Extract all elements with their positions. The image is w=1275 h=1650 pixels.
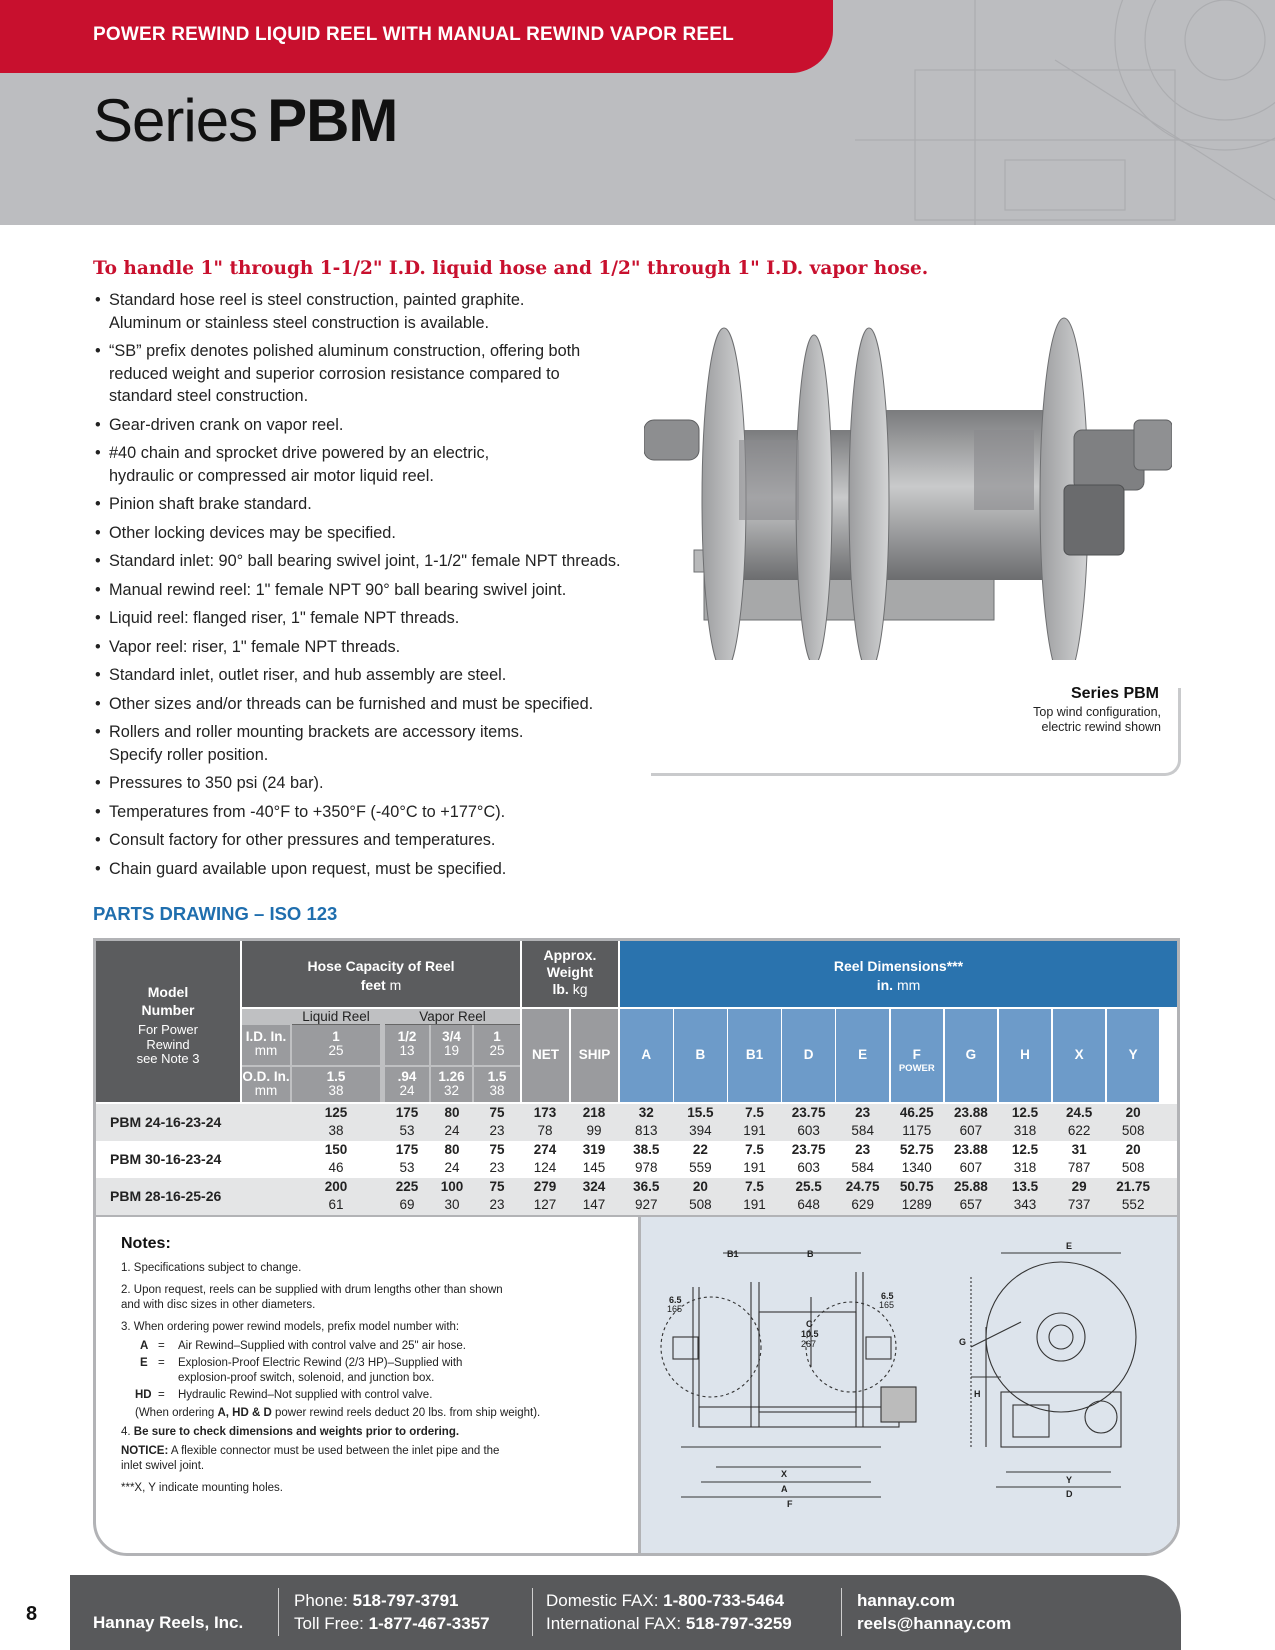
od-label: O.D. In. [242, 1069, 290, 1084]
note-ordering [135, 1406, 540, 1421]
model-number: PBM 28-16-25-26 [110, 1188, 222, 1204]
id-size-cell [292, 1025, 380, 1065]
feature-item: • Standard inlet: 90° ball bearing swivel joint, 1-1/2" female NPT threads. [93, 550, 693, 573]
dim-label-left-in: 6.5 [669, 1295, 682, 1305]
cell-imperial: 21.75 [1116, 1179, 1151, 1194]
cell-metric: 23 [489, 1160, 505, 1175]
dim-label-y: Y [1066, 1475, 1073, 1485]
dim-col-label: F [912, 1047, 921, 1062]
note-a-eq: = [158, 1340, 165, 1352]
od-size-in: 1.26 [438, 1069, 465, 1084]
od-size-cell [385, 1067, 429, 1102]
dim-col-g [945, 1009, 998, 1102]
cell-metric: 69 [399, 1197, 415, 1212]
cell-imperial: 46.25 [899, 1105, 934, 1120]
note-4-text: Be sure to check dimensions and weights prior to ordering. [133, 1426, 460, 1438]
dim-col-label: H [1020, 1047, 1030, 1062]
cell-imperial: 75 [489, 1142, 505, 1157]
top-banner [0, 0, 833, 73]
dim-unit-in: in. [876, 977, 894, 993]
dim-label-b: B [807, 1249, 814, 1259]
model-header [96, 941, 240, 1102]
toll-free-label: Toll Free: [294, 1614, 369, 1633]
cell-imperial: 38.5 [633, 1142, 660, 1157]
cell-imperial: 12.5 [1011, 1105, 1039, 1120]
cell-imperial: 80 [444, 1142, 460, 1157]
vapor-reel-label: Vapor Reel [385, 1009, 520, 1025]
parts-drawing-heading: PARTS DRAWING – ISO 123 [93, 903, 338, 924]
cell-metric: 46 [328, 1160, 344, 1175]
cell-imperial: 279 [533, 1179, 557, 1194]
dim-label-right-mm: 165 [879, 1300, 895, 1310]
dim-col-label: X [1074, 1047, 1084, 1062]
cell-metric: 1340 [901, 1160, 932, 1175]
model-number: PBM 30-16-23-24 [110, 1151, 222, 1167]
note-1: 1. Specifications subject to change. [121, 1262, 302, 1274]
notice [121, 1444, 541, 1473]
id-size-in: 1 [493, 1029, 501, 1044]
dim-col-a [620, 1009, 673, 1102]
cell-imperial: 23.88 [953, 1142, 988, 1157]
cell-metric: 191 [743, 1123, 766, 1138]
id-size-mm: 25 [489, 1043, 505, 1058]
cell-metric: 603 [797, 1123, 820, 1138]
net-label: NET [532, 1047, 559, 1062]
dim-label-left-mm: 165 [667, 1304, 683, 1314]
note-hd-eq: = [158, 1389, 165, 1401]
cell-metric: 23 [489, 1123, 505, 1138]
od-size-mm: 38 [489, 1083, 505, 1098]
cell-imperial: 20 [1125, 1105, 1141, 1120]
domestic-fax-number: 1-800-733-5464 [663, 1591, 785, 1610]
parts-drawing-svg [641, 1217, 1177, 1556]
dim-col-f [891, 1009, 944, 1102]
title-series: Series [93, 87, 258, 154]
dim-label-c-in: 10.5 [801, 1329, 819, 1339]
id-size-mm: 19 [443, 1043, 460, 1058]
feature-list [93, 289, 693, 886]
cell-metric: 978 [635, 1160, 658, 1175]
cell-imperial: 23.75 [791, 1105, 826, 1120]
cell-metric: 603 [797, 1160, 820, 1175]
od-size-cell [292, 1067, 380, 1102]
footer-divider [841, 1588, 842, 1636]
od-size-mm: 32 [443, 1083, 460, 1098]
cell-metric: 24 [444, 1160, 460, 1175]
cell-metric: 99 [586, 1123, 602, 1138]
dim-label-x: X [781, 1469, 788, 1479]
od-size-cell [474, 1067, 520, 1102]
cell-metric: 787 [1067, 1160, 1091, 1175]
id-size-cell [431, 1025, 472, 1065]
dim-col-label: E [858, 1047, 868, 1062]
cell-imperial: 12.5 [1011, 1142, 1039, 1157]
email-link[interactable]: reels@hannay.com [857, 1614, 1012, 1633]
dim-label-right-in: 6.5 [881, 1291, 894, 1301]
weight-header [522, 941, 618, 1007]
capacity-unit-m: m [389, 977, 402, 993]
id-mm-label: mm [254, 1043, 278, 1058]
dim-label-f: F [787, 1499, 793, 1509]
cell-metric: 127 [533, 1197, 557, 1212]
cell-imperial: 29 [1071, 1179, 1087, 1194]
toll-free [294, 1614, 490, 1634]
note-hd-text: Hydraulic Rewind–Not supplied with control valve. [178, 1389, 433, 1401]
notes-section [96, 1217, 638, 1556]
cell-imperial: 173 [533, 1105, 557, 1120]
title-model: PBM [267, 87, 398, 154]
cell-imperial: 25.5 [795, 1179, 822, 1194]
note-3: 3. When ordering power rewind models, prefix model number with: [121, 1321, 460, 1333]
cell-imperial: 13.5 [1011, 1179, 1039, 1194]
cell-metric: 1175 [902, 1123, 932, 1138]
cell-metric: 508 [689, 1197, 712, 1212]
cell-imperial: 24.5 [1065, 1105, 1093, 1120]
id-size-in: 1 [332, 1029, 340, 1044]
notes-title: Notes: [121, 1235, 171, 1252]
banner-text: POWER REWIND LIQUID REEL WITH MANUAL REWIND VAPOR REEL [93, 24, 734, 45]
note-a-text: Air Rewind–Supplied with control valve and 25" air hose. [178, 1340, 466, 1352]
feature-item: • Standard inlet, outlet riser, and hub assembly are steel. [93, 664, 693, 687]
cell-metric: 191 [743, 1197, 766, 1212]
note-ordering-b: A, HD & D [217, 1407, 272, 1419]
photo-caption [651, 685, 1181, 776]
weight-unit-lb: lb. [552, 981, 569, 997]
note-a-key: A [140, 1340, 149, 1352]
footer-divider [532, 1588, 533, 1636]
cell-metric: 30 [444, 1197, 460, 1212]
od-size-in: 1.5 [487, 1069, 507, 1084]
dim-col-label: D [803, 1047, 814, 1062]
caption-text: Top wind configuration, electric rewind shown [1033, 705, 1161, 734]
cell-imperial: 20 [692, 1179, 708, 1194]
feature-item: • Other locking devices may be specified. [93, 522, 693, 545]
note-5: ***X, Y indicate mounting holes. [121, 1482, 283, 1494]
parts-drawing [641, 1217, 1177, 1556]
cell-metric: 145 [582, 1160, 606, 1175]
cell-imperial: 175 [395, 1142, 419, 1157]
weight-unit-kg: kg [572, 981, 588, 997]
dim-col-d [782, 1009, 835, 1102]
cell-metric: 24 [444, 1123, 460, 1138]
cell-imperial: 75 [489, 1105, 505, 1120]
phone-number[interactable]: 518-797-3791 [352, 1591, 459, 1610]
cell-metric: 318 [1013, 1160, 1037, 1175]
notice-text: A flexible connector must be used between the inlet pipe and the inlet swivel joint. [121, 1445, 500, 1472]
cell-metric: 124 [533, 1160, 557, 1175]
cell-imperial: 23.75 [791, 1142, 826, 1157]
dimensions-header [620, 941, 1177, 1007]
id-label: I.D. In. [245, 1029, 287, 1044]
cell-imperial: 150 [324, 1142, 348, 1157]
cell-metric: 394 [689, 1123, 712, 1138]
phone-label: Phone: [294, 1591, 353, 1610]
liquid-reel-label: Liquid Reel [292, 1009, 380, 1025]
ship-header [571, 1009, 618, 1102]
od-size-in: .94 [397, 1069, 417, 1084]
cell-imperial: 50.75 [899, 1179, 934, 1194]
cell-imperial: 7.5 [745, 1179, 764, 1194]
specifications-panel [93, 938, 1180, 1556]
capacity-header-label: Hose Capacity of Reel [307, 958, 455, 974]
international-fax-number: 518-797-3259 [685, 1614, 792, 1633]
dim-col-b [674, 1009, 727, 1102]
od-header [242, 1067, 290, 1102]
cell-imperial: 218 [582, 1105, 606, 1120]
dim-col-label: B1 [745, 1047, 764, 1062]
note-2: 2. Upon request, reels can be supplied with drum lengths other than shown and with disc sizes in other diameters. [121, 1284, 503, 1311]
page-number: 8 [26, 1603, 38, 1625]
feature-item: • Temperatures from -40°F to +350°F (-40°C to +177°C). [93, 801, 693, 824]
cell-imperial: 200 [324, 1179, 348, 1194]
od-size-in: 1.5 [326, 1069, 346, 1084]
cell-metric: 78 [537, 1123, 553, 1138]
domestic-fax [546, 1591, 784, 1611]
note-ordering-c: power rewind reels deduct 20 lbs. from ship weight). [271, 1407, 541, 1419]
cell-imperial: 175 [395, 1105, 419, 1120]
cell-metric: 191 [743, 1160, 766, 1175]
cell-metric: 584 [851, 1123, 874, 1138]
cell-metric: 552 [1121, 1197, 1145, 1212]
cell-metric: 607 [959, 1160, 983, 1175]
dim-col-label: B [695, 1047, 706, 1062]
blueprint-watermark [855, 0, 1275, 225]
id-header [242, 1025, 290, 1065]
note-e-eq: = [158, 1357, 165, 1369]
cell-imperial: 15.5 [687, 1105, 714, 1120]
model-number: PBM 24-16-23-24 [110, 1114, 222, 1130]
toll-free-number[interactable]: 1-877-467-3357 [368, 1614, 490, 1633]
note-ordering-a: (When ordering [135, 1407, 218, 1419]
feature-item: • Chain guard available upon request, must be specified. [93, 858, 693, 881]
note-e-key: E [140, 1357, 148, 1369]
cell-imperial: 25.88 [953, 1179, 988, 1194]
website-link[interactable]: hannay.com [857, 1591, 955, 1610]
dim-col-h [999, 1009, 1052, 1102]
note-hd-key: HD [135, 1389, 152, 1401]
dim-label-c: C [806, 1319, 813, 1329]
dim-col-label: G [965, 1047, 977, 1062]
cell-metric: 23 [489, 1197, 505, 1212]
dim-label-e: E [1066, 1241, 1073, 1251]
feature-item: • Liquid reel: flanged riser, 1" female NPT threads. [93, 607, 693, 630]
phone [294, 1591, 458, 1611]
dim-col-e [836, 1009, 889, 1102]
model-header-label: Model Number [141, 984, 195, 1018]
dim-label-g: G [959, 1337, 967, 1347]
cell-imperial: 23.88 [953, 1105, 988, 1120]
id-size-mm: 13 [399, 1043, 415, 1058]
cell-imperial: 225 [395, 1179, 419, 1194]
cell-metric: 629 [851, 1197, 874, 1212]
cell-imperial: 7.5 [745, 1105, 764, 1120]
cell-metric: 508 [1121, 1160, 1145, 1175]
id-size-cell [474, 1025, 520, 1065]
cell-metric: 53 [399, 1123, 415, 1138]
dim-col-label: A [641, 1047, 652, 1062]
notice-label: NOTICE: [121, 1445, 169, 1457]
od-mm-label: mm [254, 1083, 278, 1098]
cell-imperial: 24.75 [845, 1179, 880, 1194]
footer-divider [278, 1588, 279, 1636]
cell-metric: 927 [635, 1197, 658, 1212]
company-name: Hannay Reels, Inc. [93, 1613, 244, 1632]
capacity-unit-ft: feet [360, 977, 386, 993]
cell-imperial: 319 [582, 1142, 606, 1157]
feature-item: • #40 chain and sprocket drive powered by an electric, hydraulic or compressed air motor liquid reel. [93, 442, 693, 487]
feature-item: • Standard hose reel is steel construction, painted graphite. Aluminum or stainless steel construction is available. [93, 289, 693, 334]
id-size-in: 1/2 [397, 1029, 417, 1044]
cell-imperial: 7.5 [745, 1142, 764, 1157]
cell-imperial: 125 [324, 1105, 348, 1120]
cell-metric: 1289 [901, 1197, 932, 1212]
dim-col-x [1053, 1009, 1106, 1102]
cell-metric: 607 [959, 1123, 983, 1138]
cell-metric: 147 [582, 1197, 606, 1212]
feature-item: • “SB” prefix denotes polished aluminum construction, offering both reduced weight and superior corrosion resistance compared to standard steel construction. [93, 340, 693, 408]
cell-imperial: 80 [444, 1105, 460, 1120]
f-power-label: POWER [898, 1063, 935, 1074]
note-4 [121, 1425, 459, 1440]
feature-item: • Other sizes and/or threads can be furnished and must be specified. [93, 693, 693, 716]
feature-item: • Pinion shaft brake standard. [93, 493, 693, 516]
cell-metric: 737 [1067, 1197, 1091, 1212]
feature-item: • Rollers and roller mounting brackets are accessory items. Specify roller position. [93, 721, 693, 766]
cell-imperial: 324 [582, 1179, 606, 1194]
cell-metric: 622 [1067, 1123, 1091, 1138]
dim-label-d: D [1066, 1489, 1073, 1499]
feature-item: • Vapor reel: riser, 1" female NPT threads. [93, 636, 693, 659]
dim-label-b1: B1 [727, 1249, 739, 1259]
cell-metric: 508 [1121, 1123, 1145, 1138]
dim-col-b1 [728, 1009, 781, 1102]
cell-metric: 657 [959, 1197, 983, 1212]
od-size-mm: 24 [399, 1083, 415, 1098]
dim-label-h: H [974, 1389, 981, 1399]
cell-imperial: 23 [855, 1142, 871, 1157]
net-header [522, 1009, 569, 1102]
cell-imperial: 36.5 [633, 1179, 660, 1194]
capacity-header [242, 941, 520, 1007]
dimensions-header-label: Reel Dimensions*** [833, 958, 964, 974]
feature-item: • Manual rewind reel: 1" female NPT 90° ball bearing swivel joint. [93, 579, 693, 602]
id-size-in: 3/4 [442, 1029, 461, 1044]
cell-imperial: 100 [440, 1179, 464, 1194]
subheading: To handle 1" through 1-1/2" I.D. liquid hose and 1/2" through 1" I.D. vapor hose. [93, 258, 929, 279]
id-size-mm: 25 [328, 1043, 344, 1058]
feature-item: • Pressures to 350 psi (24 bar). [93, 772, 693, 795]
cell-metric: 343 [1013, 1197, 1037, 1212]
cell-metric: 318 [1013, 1123, 1037, 1138]
cell-metric: 559 [689, 1160, 712, 1175]
dim-col-label: Y [1128, 1047, 1138, 1062]
page-number-box [0, 1575, 70, 1650]
od-size-mm: 38 [328, 1083, 344, 1098]
note-e-text: Explosion-Proof Electric Rewind (2/3 HP)–Supplied with explosion-proof switch, solenoid, and junction box. [178, 1357, 463, 1384]
cell-metric: 61 [328, 1197, 344, 1212]
international-fax-label: International FAX: [546, 1614, 686, 1633]
model-header-note: For Power Rewind see Note 3 [136, 1022, 200, 1066]
dim-label-c-mm: 267 [801, 1339, 817, 1349]
cell-metric: 38 [328, 1123, 344, 1138]
ship-label: SHIP [578, 1047, 611, 1062]
cell-metric: 813 [635, 1123, 658, 1138]
page-title [93, 86, 397, 155]
dim-unit-mm: mm [896, 977, 921, 993]
dim-label-a: A [781, 1484, 788, 1494]
id-size-cell [385, 1025, 429, 1065]
cell-metric: 53 [399, 1160, 415, 1175]
reel-product-photo [644, 300, 1172, 660]
cell-imperial: 32 [638, 1105, 654, 1120]
cell-imperial: 20 [1125, 1142, 1141, 1157]
cell-imperial: 23 [855, 1105, 871, 1120]
domestic-fax-label: Domestic FAX: [546, 1591, 664, 1610]
note-4-num: 4. [121, 1426, 134, 1438]
cell-imperial: 75 [489, 1179, 505, 1194]
od-size-cell [431, 1067, 472, 1102]
cell-metric: 648 [797, 1197, 820, 1212]
dim-col-y [1107, 1009, 1160, 1102]
cell-imperial: 52.75 [899, 1142, 934, 1157]
international-fax [546, 1614, 792, 1634]
cell-imperial: 31 [1071, 1142, 1087, 1157]
weight-header-label: Approx. Weight [543, 947, 597, 980]
feature-item: • Gear-driven crank on vapor reel. [93, 414, 693, 437]
cell-imperial: 274 [533, 1142, 557, 1157]
cell-imperial: 22 [692, 1142, 708, 1157]
caption-title: Series PBM [1070, 685, 1159, 702]
feature-item: • Consult factory for other pressures and temperatures. [93, 829, 693, 852]
cell-metric: 584 [851, 1160, 874, 1175]
